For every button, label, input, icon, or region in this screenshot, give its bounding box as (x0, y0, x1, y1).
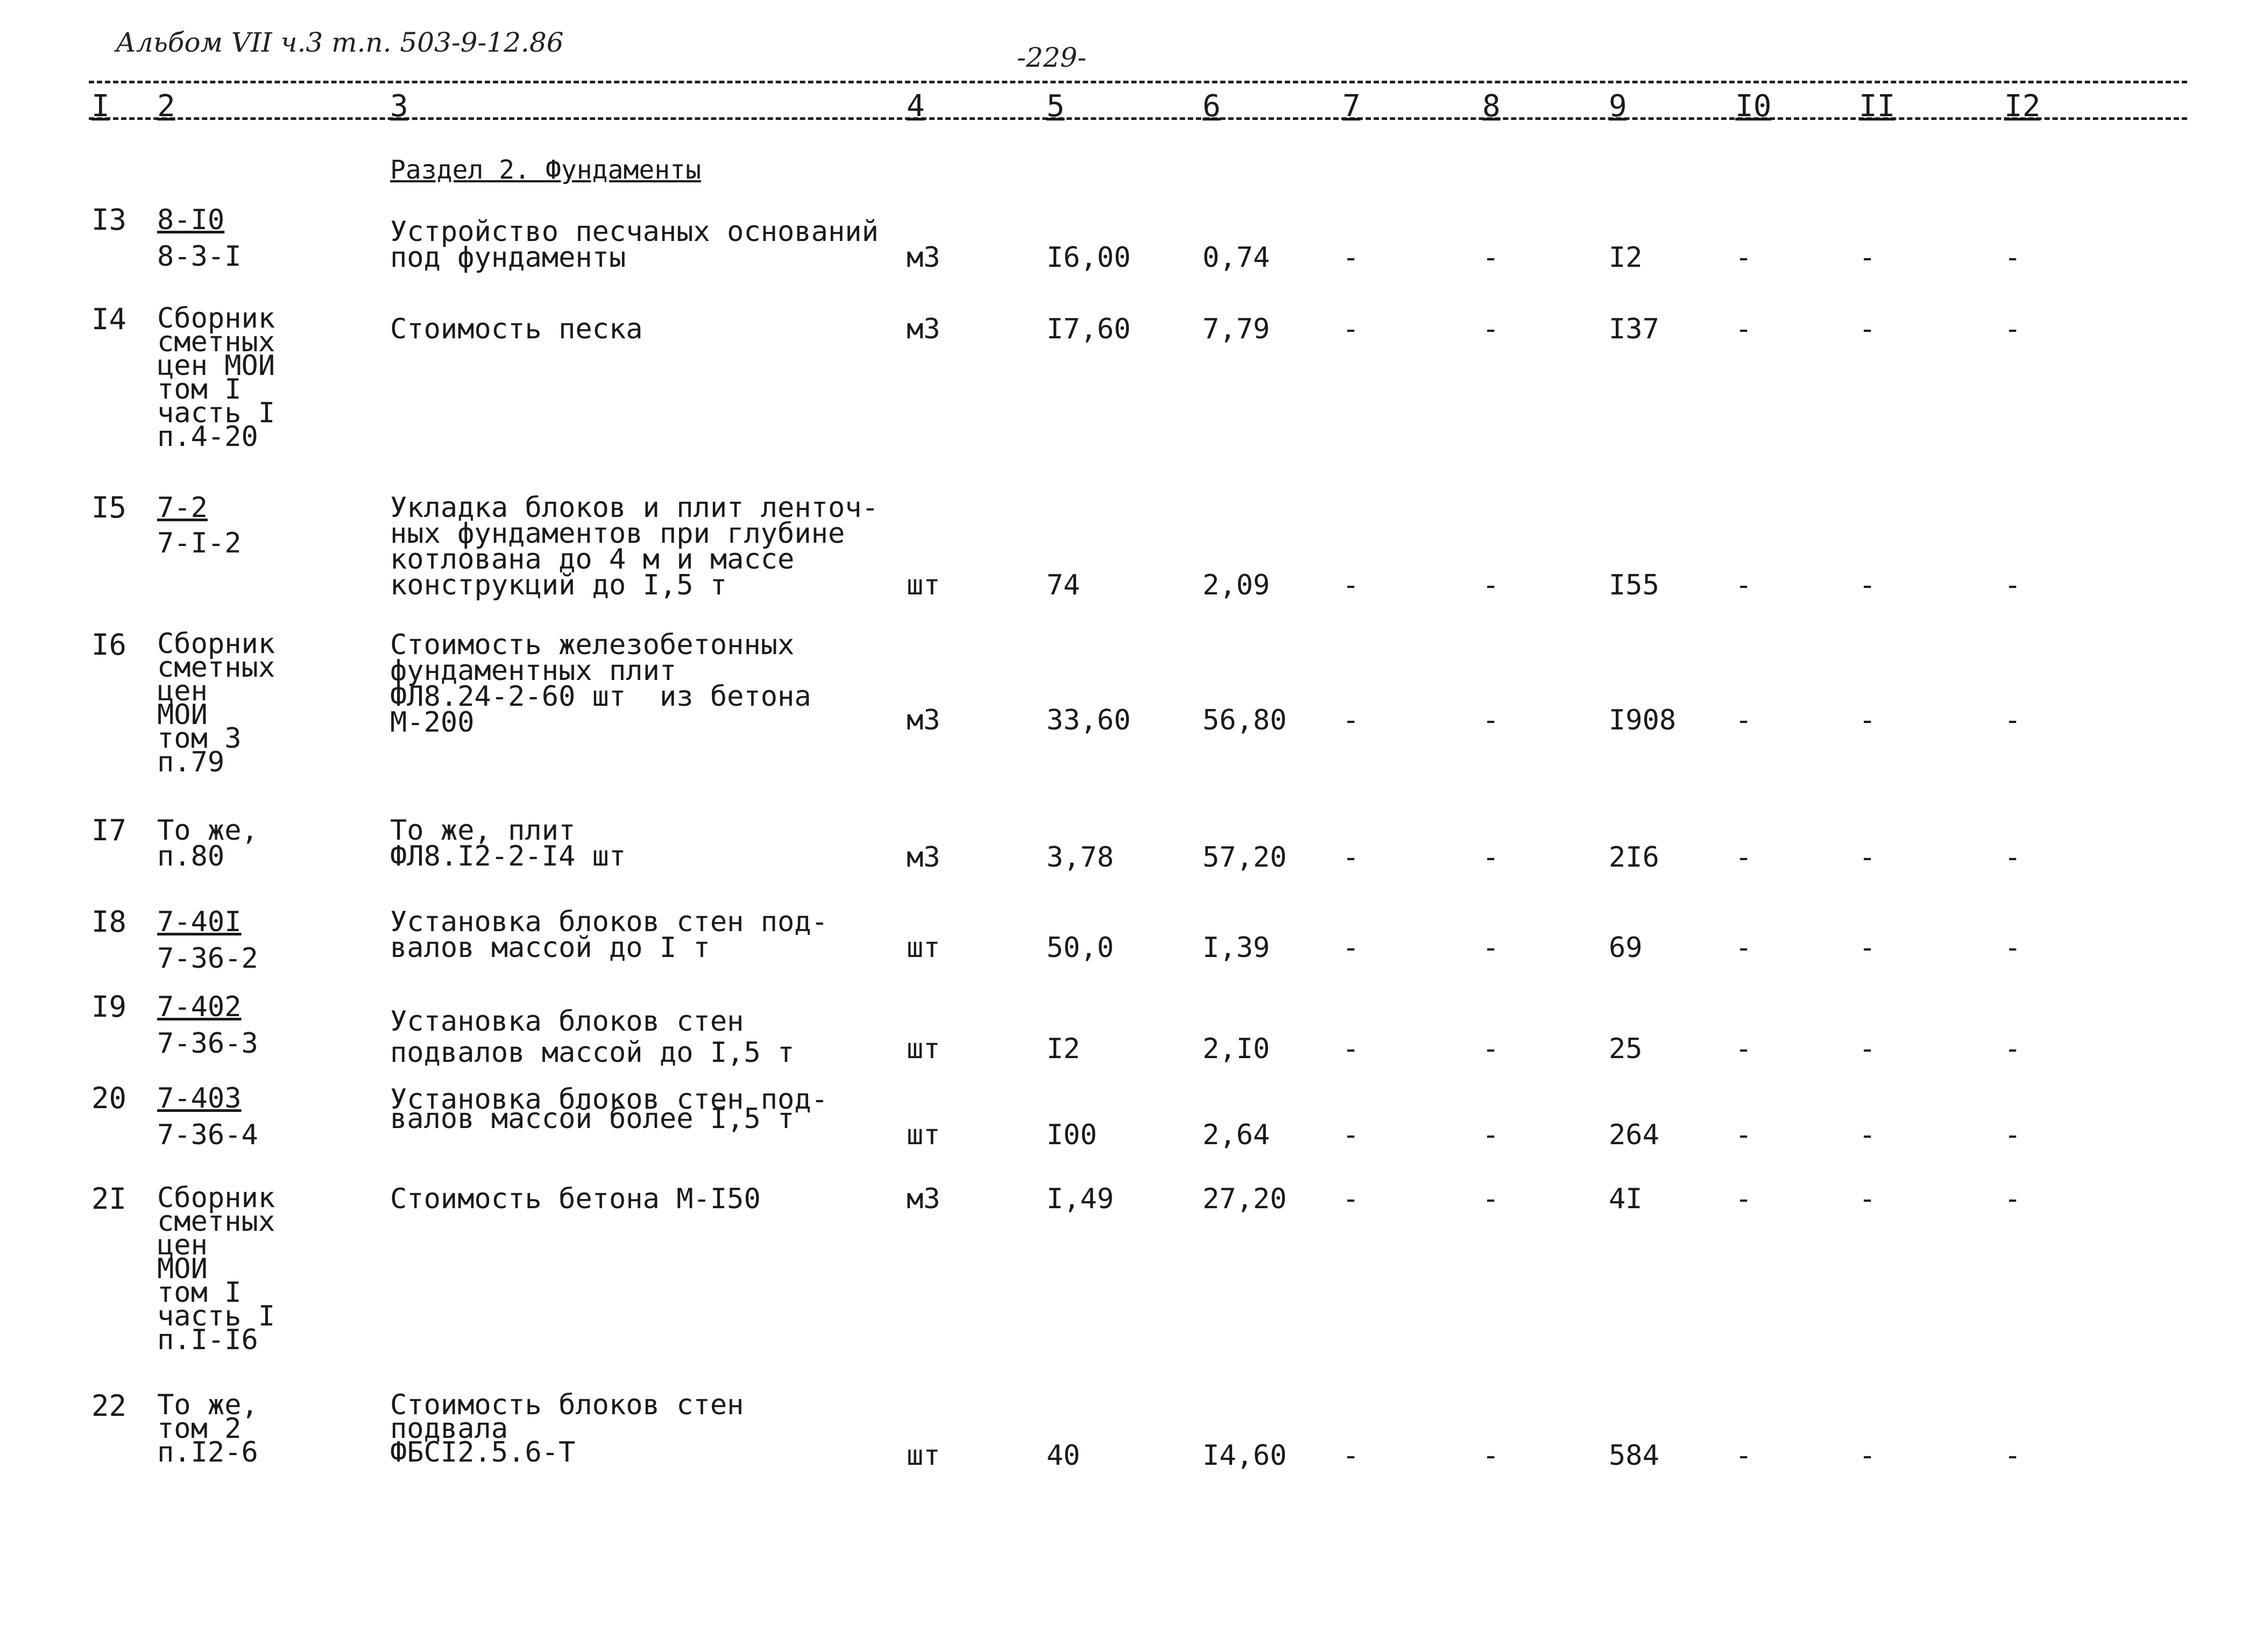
work-description: То же, плит ФЛ8.I2-2-I4 шт (390, 814, 626, 873)
column-number-6: 6 (1203, 89, 1221, 124)
col-12: - (2004, 1033, 2021, 1065)
work-description: Стоимость блоков стен подвала ФБСI2.5.6-Т (390, 1389, 744, 1469)
col-11: - (1859, 1033, 1876, 1065)
col-12: - (2004, 242, 2021, 274)
column-number-2: 2 (157, 89, 175, 124)
col-7: - (1342, 1033, 1360, 1065)
unit-price: 7,79 (1203, 313, 1270, 345)
unit: м3 (907, 313, 940, 345)
col-11: - (1859, 1183, 1876, 1215)
norm-reference-secondary: 7-36-3 (157, 1027, 258, 1060)
col-10: - (1735, 841, 1752, 874)
total-cost: 584 (1609, 1440, 1659, 1472)
total-cost: 264 (1609, 1119, 1659, 1151)
row-number: I7 (91, 813, 127, 847)
norm-reference: То же, п.80 (157, 814, 258, 873)
unit: шт (907, 1033, 940, 1065)
col-11: - (1859, 932, 1876, 964)
col-7: - (1342, 313, 1360, 345)
row-number: I8 (91, 905, 127, 939)
col-8: - (1482, 841, 1500, 874)
col-8: - (1482, 242, 1500, 274)
col-12: - (2004, 1440, 2021, 1472)
row-number: 20 (91, 1081, 127, 1115)
norm-reference-secondary: 7-36-4 (157, 1119, 258, 1151)
col-12: - (2004, 1183, 2021, 1215)
column-number-4: 4 (907, 89, 925, 124)
unit-price: 56,80 (1203, 704, 1287, 736)
col-11: - (1859, 841, 1876, 874)
column-number-12: I2 (2004, 89, 2041, 124)
total-cost: I37 (1609, 313, 1659, 345)
work-description: Стоимость песка (390, 313, 643, 345)
col-10: - (1735, 1033, 1752, 1065)
unit-price: 0,74 (1203, 242, 1270, 274)
work-description: Установка блоков стен подвалов массой до I,5 т (390, 1005, 795, 1069)
norm-reference-secondary: 7-36-2 (157, 942, 258, 975)
col-7: - (1342, 1440, 1360, 1472)
page-number: -229- (1017, 42, 1087, 73)
col-8: - (1482, 1183, 1500, 1215)
album-reference: Альбом VII ч.3 т.п. 503-9-12.86 (116, 27, 564, 58)
quantity: I6,00 (1046, 242, 1131, 274)
total-cost: I908 (1609, 704, 1677, 736)
column-number-9: 9 (1609, 89, 1627, 124)
col-7: - (1342, 932, 1360, 964)
work-description: Укладка блоков и плит ленточ- ных фундаментов при глубине котлована до 4 м и массе конструкций до I,5 т (390, 492, 879, 601)
header-rule-top (89, 81, 2187, 83)
col-7: - (1342, 1119, 1360, 1151)
norm-reference: 7-402 (157, 991, 242, 1023)
col-10: - (1735, 704, 1752, 736)
col-8: - (1482, 932, 1500, 964)
quantity: 74 (1046, 569, 1080, 601)
norm-reference: Сборник сметных цен МОИ том 3 п.79 (157, 628, 275, 778)
column-number-3: 3 (390, 89, 408, 124)
work-description: Устройство песчаных оснований под фундаменты (390, 216, 879, 274)
col-8: - (1482, 313, 1500, 345)
unit: м3 (907, 841, 940, 874)
col-10: - (1735, 932, 1752, 964)
col-8: - (1482, 1440, 1500, 1472)
column-number-10: I0 (1735, 89, 1772, 124)
col-10: - (1735, 242, 1752, 274)
col-11: - (1859, 242, 1876, 274)
quantity: 3,78 (1046, 841, 1114, 874)
col-11: - (1859, 313, 1876, 345)
quantity: 33,60 (1046, 704, 1131, 736)
col-10: - (1735, 313, 1752, 345)
total-cost: 69 (1609, 932, 1643, 964)
col-8: - (1482, 1119, 1500, 1151)
row-number: I9 (91, 990, 127, 1024)
work-description: Стоимость бетона М-I50 (390, 1183, 761, 1215)
total-cost: 4I (1609, 1183, 1643, 1215)
row-number: 2I (91, 1182, 127, 1216)
work-description: Установка блоков стен под- валов массой более I,5 т (390, 1083, 828, 1135)
column-number-11: II (1859, 89, 1896, 124)
col-7: - (1342, 242, 1360, 274)
norm-reference: 7-2 (157, 492, 208, 524)
col-12: - (2004, 1119, 2021, 1151)
unit-price: I4,60 (1203, 1440, 1287, 1472)
section-title: Раздел 2. Фундаменты (390, 155, 701, 185)
col-10: - (1735, 1119, 1752, 1151)
column-number-8: 8 (1482, 89, 1501, 124)
col-10: - (1735, 1183, 1752, 1215)
unit: шт (907, 569, 940, 601)
quantity: I00 (1046, 1119, 1097, 1151)
col-10: - (1735, 569, 1752, 601)
total-cost: 25 (1609, 1033, 1643, 1065)
col-8: - (1482, 569, 1500, 601)
unit: шт (907, 932, 940, 964)
unit: шт (907, 1440, 940, 1472)
col-11: - (1859, 1119, 1876, 1151)
unit-price: 57,20 (1203, 841, 1287, 874)
unit-price: 2,I0 (1203, 1033, 1270, 1065)
col-11: - (1859, 1440, 1876, 1472)
col-7: - (1342, 704, 1360, 736)
quantity: I2 (1046, 1033, 1080, 1065)
row-number: I6 (91, 628, 127, 662)
norm-reference-secondary: 7-I-2 (157, 527, 242, 559)
col-12: - (2004, 932, 2021, 964)
col-8: - (1482, 704, 1500, 736)
total-cost: I2 (1609, 242, 1643, 274)
unit: м3 (907, 242, 940, 274)
norm-reference: 8-I0 (157, 204, 225, 236)
row-number: I3 (91, 203, 127, 237)
total-cost: I55 (1609, 569, 1659, 601)
unit: м3 (907, 704, 940, 736)
unit-price: 2,64 (1203, 1119, 1270, 1151)
norm-reference-secondary: 8-3-I (157, 240, 242, 273)
col-12: - (2004, 569, 2021, 601)
col-12: - (2004, 313, 2021, 345)
quantity: 50,0 (1046, 932, 1114, 964)
row-number: I5 (91, 491, 127, 524)
column-number-5: 5 (1046, 89, 1065, 124)
unit: м3 (907, 1183, 940, 1215)
col-7: - (1342, 1183, 1360, 1215)
unit-price: 2,09 (1203, 569, 1270, 601)
norm-reference: Сборник сметных цен МОИ том I часть I п.I-I6 (157, 1182, 275, 1356)
col-7: - (1342, 841, 1360, 874)
work-description: Установка блоков стен под- валов массой до I т (390, 906, 828, 964)
column-number-1: I (91, 89, 110, 124)
col-10: - (1735, 1440, 1752, 1472)
row-number: I4 (91, 302, 127, 336)
col-8: - (1482, 1033, 1500, 1065)
norm-reference: Сборник сметных цен МОИ том I часть I п.4-20 (157, 302, 275, 453)
work-description: Стоимость железобетонных фундаментных плит ФЛ8.24-2-60 шт из бетона М-200 (390, 629, 811, 739)
col-12: - (2004, 841, 2021, 874)
col-12: - (2004, 704, 2021, 736)
quantity: I,49 (1046, 1183, 1114, 1215)
norm-reference: То же, том 2 п.I2-6 (157, 1389, 258, 1469)
unit-price: 27,20 (1203, 1183, 1287, 1215)
quantity: I7,60 (1046, 313, 1131, 345)
unit: шт (907, 1119, 940, 1151)
col-11: - (1859, 569, 1876, 601)
quantity: 40 (1046, 1440, 1080, 1472)
row-number: 22 (91, 1389, 127, 1423)
total-cost: 2I6 (1609, 841, 1659, 874)
unit-price: I,39 (1203, 932, 1270, 964)
norm-reference: 7-40I (157, 906, 242, 938)
norm-reference: 7-403 (157, 1082, 242, 1115)
col-7: - (1342, 569, 1360, 601)
column-number-7: 7 (1342, 89, 1361, 124)
col-11: - (1859, 704, 1876, 736)
